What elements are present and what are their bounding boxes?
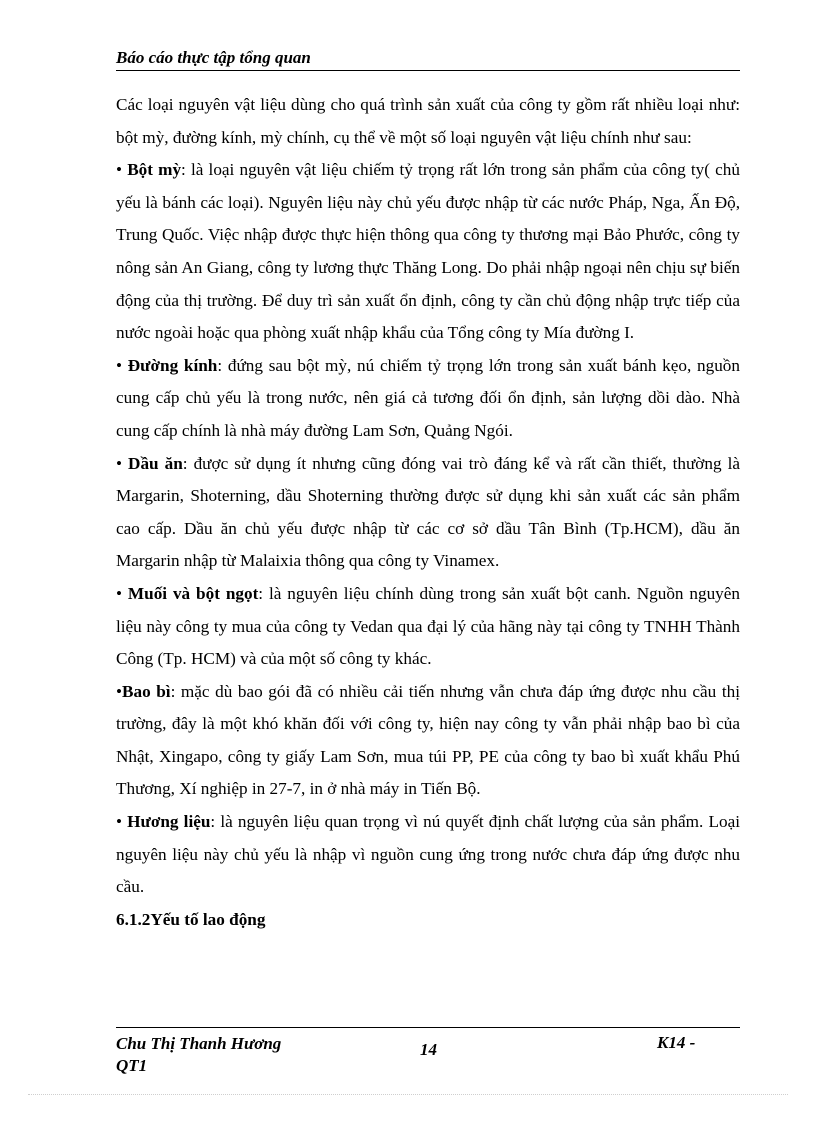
item-heading: Hương liệu xyxy=(127,812,211,832)
footer-author: Chu Thị Thanh Hương QT1 xyxy=(116,1034,282,1075)
list-item xyxy=(116,350,740,448)
header-divider xyxy=(116,70,740,71)
footer-divider xyxy=(116,1027,740,1028)
list-item xyxy=(116,448,740,578)
bullet-mark: • xyxy=(116,583,128,603)
item-text: : là loại nguyên vật liệu chiếm tỷ trọng rất lớn trong sản phẩm của công ty( chủ yếu là bánh các loại). Nguyên liệu này chủ yếu được nhập từ các nước Pháp, Nga, Ấn Độ, Trung Quốc. Việc nhập được thực hiện thông qua công ty thương mại Bảo Phước, công ty nông sản An Giang, công ty lương thực Thăng Long. Do phải nhập ngoại nên chịu sự biến động của thị trường. Để duy trì sản xuất ổn định, công ty cần chủ động nhập trực tiếp của nước ngoài hoặc qua phòng xuất nhập khẩu của Tổng công ty Mía đường I. xyxy=(116,160,740,343)
bullet-mark: • xyxy=(116,355,128,375)
item-text: : được sử dụng ít nhưng cũng đóng vai trò đáng kể và rất cần thiết, thường là Margarin, Shoterning, dầu Shoterning thường được sử dụng khi sản xuất các sản phẩm cao cấp. Dầu ăn chủ yếu được nhập từ các cơ sở dầu Tân Bình (Tp.HCM), dầu ăn Margarin nhập từ Malaixia thông qua công ty Vinamex. xyxy=(116,453,740,571)
intro-paragraph: Các loại nguyên vật liệu dùng cho quá trình sản xuất của công ty gồm rất nhiều loại như: bột mỳ, đường kính, mỳ chính, cụ thể về một số loại nguyên vật liệu chính như sau: xyxy=(116,95,740,147)
section-heading: 6.1.2Yếu tố lao động xyxy=(116,909,266,929)
item-text: : đứng sau bột mỳ, nú chiếm tỷ trọng lớn trong sản xuất bánh kẹo, nguồn cung cấp chủ yếu là trong nước, nên giá cả tương đối ổn định, sản lượng dồi dào. Nhà cung cấp chính là nhà máy đường Lam Sơn, Quảng Ngói. xyxy=(116,355,740,440)
page-number: 14 xyxy=(420,1040,437,1059)
list-item xyxy=(116,154,740,350)
list-item xyxy=(116,806,740,904)
item-text: : là nguyên liệu chính dùng trong sản xuất bột canh. Nguồn nguyên liệu này công ty mua của công ty Vedan qua đại lý của hãng này tại công ty TNHH Thành Công (Tp. HCM) và của một số công ty khác. xyxy=(116,583,741,669)
bullet-mark: • xyxy=(116,812,128,832)
item-heading: Muối và bột ngọt xyxy=(127,583,259,603)
list-item xyxy=(116,676,740,806)
item-heading: Bao bì xyxy=(122,681,171,701)
item-heading: Đường kính xyxy=(127,355,218,375)
item-text: : là nguyên liệu quan trọng vì nú quyết định chất lượng của sản phẩm. Loại nguyên liệu này chủ yếu là nhập vì nguồn cung ứng trong nước chưa đáp ứng được nhu cầu. xyxy=(116,812,740,897)
bullet-mark: • xyxy=(116,160,128,180)
item-text: : mặc dù bao gói đã có nhiều cải tiến nhưng vẫn chưa đáp ứng được nhu cầu thị trường, đây là một khó khăn đối với công ty, hiện nay công ty vẫn phải nhập bao bì của Nhật, Xingapo, công ty giấy Lam Sơn, mua túi PP, PE của công ty bao bì xuất khẩu Phú Thương, Xí nghiệp in 27-7, in ở nhà máy in Tiến Bộ. xyxy=(116,681,740,799)
list-item xyxy=(116,578,740,676)
bullet-mark: • xyxy=(116,681,123,701)
item-heading: Bột mỳ xyxy=(127,160,182,180)
bullet-mark: • xyxy=(116,453,129,473)
item-heading: Dầu ăn xyxy=(128,453,183,473)
document-body xyxy=(116,89,740,936)
running-header: Báo cáo thực tập tổng quan xyxy=(116,48,311,67)
page-bottom-dotted-line xyxy=(28,1094,788,1095)
footer-class-code: K14 - xyxy=(657,1033,696,1052)
